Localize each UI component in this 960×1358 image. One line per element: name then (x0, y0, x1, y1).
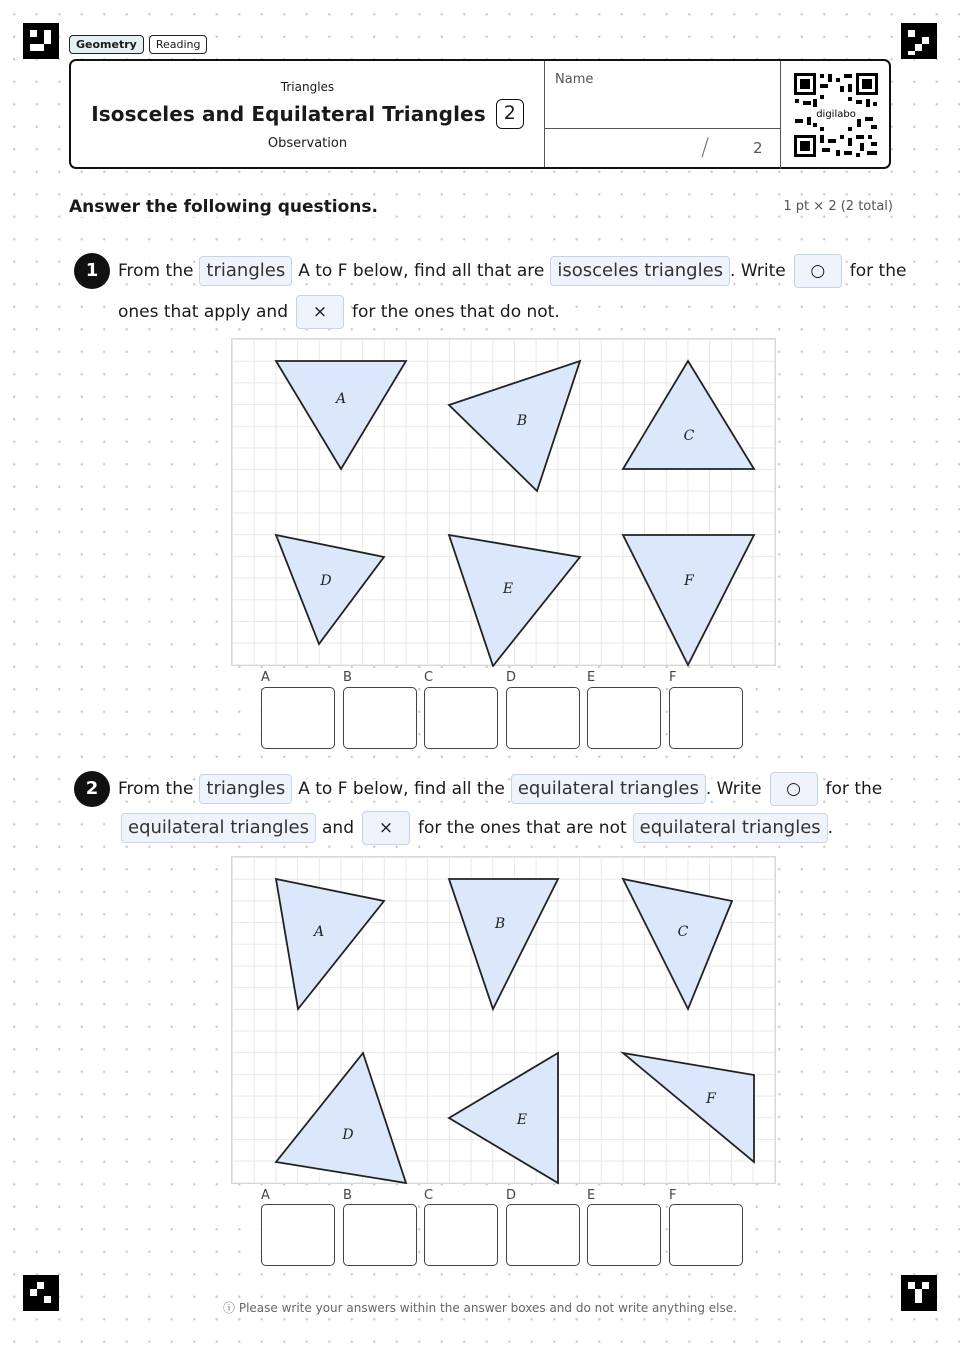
question-1-line-2 (118, 295, 560, 329)
q1-answer-label-c: C (424, 670, 434, 685)
q1-text-5: ones that apply and (118, 302, 288, 322)
q1-text-3: . Write (730, 261, 786, 281)
q1-answer-label-d: D (506, 670, 517, 685)
footer-text: ⓘ Please write your answers within the answer boxes and do not write anything else. (219, 1301, 741, 1315)
q1-text-1: From the (118, 261, 194, 281)
q1-text-2: A to F below, find all that are (298, 261, 545, 281)
name-label: Name (555, 72, 594, 87)
score-total: 2 (753, 139, 763, 157)
q1-triangle-c (623, 361, 754, 469)
q2-triangle-label-f: F (706, 1091, 716, 1107)
q2-answer-label-b: B (343, 1188, 352, 1203)
q1-triangle-label-a: A (335, 391, 347, 407)
q1-keyword-isosceles: isosceles triangles (550, 256, 730, 286)
q2-text-7: . (827, 818, 834, 838)
q2-text-6: for the ones that are not (418, 818, 627, 838)
q1-answer-box-f[interactable] (669, 687, 743, 749)
q2-triangle-c (623, 879, 732, 1009)
q1-circle-symbol: ○ (794, 254, 842, 288)
question-2-figure (231, 856, 776, 1184)
q1-triangle-label-f: F (684, 573, 694, 589)
score-slash: / (701, 133, 710, 161)
q2-text-3: . Write (705, 779, 762, 799)
q2-text-1: From the (118, 779, 194, 799)
q2-triangle-f (623, 1053, 754, 1162)
q1-triangle-label-d: D (320, 573, 332, 589)
tag-geometry: Geometry (69, 35, 144, 54)
q1-triangle-e (449, 535, 580, 666)
question-1-figure (231, 338, 776, 666)
q2-cross-symbol: × (362, 811, 410, 845)
q1-triangle-label-b: B (516, 413, 528, 429)
q2-keyword-equilateral-3: equilateral triangles (633, 813, 828, 843)
q1-triangle-f (623, 535, 754, 665)
q1-answer-box-c[interactable] (424, 687, 498, 749)
question-2-line-2 (115, 811, 833, 845)
q2-answer-box-f[interactable] (669, 1204, 743, 1266)
tag-list (69, 35, 207, 54)
q1-text-4: for the (849, 261, 907, 281)
q1-answer-box-d[interactable] (506, 687, 580, 749)
q2-answer-box-c[interactable] (424, 1204, 498, 1266)
q2-circle-symbol: ○ (770, 772, 818, 806)
q1-triangle-a (276, 361, 406, 469)
footer-note (0, 1299, 960, 1316)
instructions: Answer the following questions. (69, 197, 382, 217)
q2-keyword-equilateral-2: equilateral triangles (121, 813, 316, 843)
worksheet-header (69, 59, 891, 169)
q1-answer-label-b: B (343, 670, 352, 685)
q1-answer-label-e: E (587, 670, 596, 685)
q1-text-6: for the ones that do not. (352, 302, 560, 322)
worksheet-number: 2 (496, 99, 524, 129)
title-cell (71, 61, 545, 167)
q1-answer-box-b[interactable] (343, 687, 417, 749)
q2-answer-label-f: F (669, 1188, 677, 1203)
q1-triangle-b (449, 361, 580, 491)
question-2-line-1 (118, 772, 882, 806)
q1-triangle-d (276, 535, 384, 644)
corner-marker-top-right (901, 23, 937, 59)
qr-label: digilabo (816, 109, 856, 120)
q1-keyword-triangles: triangles (199, 256, 292, 286)
corner-marker-top-left (23, 23, 59, 59)
q2-triangle-label-a: A (313, 924, 325, 940)
question-2-triangles (232, 857, 777, 1185)
page-title: Isosceles and Equilateral Triangles (91, 102, 486, 126)
q2-answer-label-a: A (261, 1188, 270, 1203)
title-row (71, 99, 544, 129)
question-1-triangles (232, 339, 777, 667)
q2-keyword-triangles: triangles (199, 774, 292, 804)
q2-answer-box-d[interactable] (506, 1204, 580, 1266)
q2-answer-label-d: D (506, 1188, 517, 1203)
score-field[interactable] (545, 129, 781, 169)
subject-label: Triangles (280, 80, 335, 94)
q1-answer-label-a: A (261, 670, 270, 685)
q2-triangle-label-e: E (516, 1112, 528, 1128)
tag-reading: Reading (149, 35, 208, 54)
q2-triangle-e (449, 1053, 558, 1183)
q2-text-2: A to F below, find all the (298, 779, 505, 799)
q2-triangle-a (276, 879, 384, 1009)
q2-keyword-equilateral: equilateral triangles (511, 774, 706, 804)
q1-triangle-label-c: C (683, 428, 695, 444)
question-2-number: 2 (74, 771, 110, 807)
q2-text-5: and (322, 818, 354, 838)
q2-answer-box-a[interactable] (261, 1204, 335, 1266)
q1-answer-box-a[interactable] (261, 687, 335, 749)
q2-answer-label-c: C (424, 1188, 434, 1203)
q1-triangle-label-e: E (502, 581, 514, 597)
q2-answer-box-e[interactable] (587, 1204, 661, 1266)
points-note: 1 pt × 2 (2 total) (779, 199, 893, 214)
q1-answer-box-e[interactable] (587, 687, 661, 749)
q2-answer-label-e: E (587, 1188, 596, 1203)
question-1-line-1 (118, 255, 906, 287)
name-field[interactable] (545, 61, 781, 129)
q2-answer-box-b[interactable] (343, 1204, 417, 1266)
worksheet-type: Observation (267, 136, 348, 151)
q2-triangle-d (276, 1053, 406, 1183)
q1-answer-label-f: F (669, 670, 677, 685)
q1-cross-symbol: × (296, 295, 344, 329)
q2-triangle-label-c: C (677, 924, 689, 940)
qr-code-icon (793, 72, 879, 158)
q2-triangle-b (449, 879, 558, 1009)
q2-triangle-label-d: D (342, 1127, 354, 1143)
q2-text-4: for the (825, 779, 883, 799)
question-1-number: 1 (74, 253, 110, 289)
q2-triangle-label-b: B (494, 916, 506, 932)
